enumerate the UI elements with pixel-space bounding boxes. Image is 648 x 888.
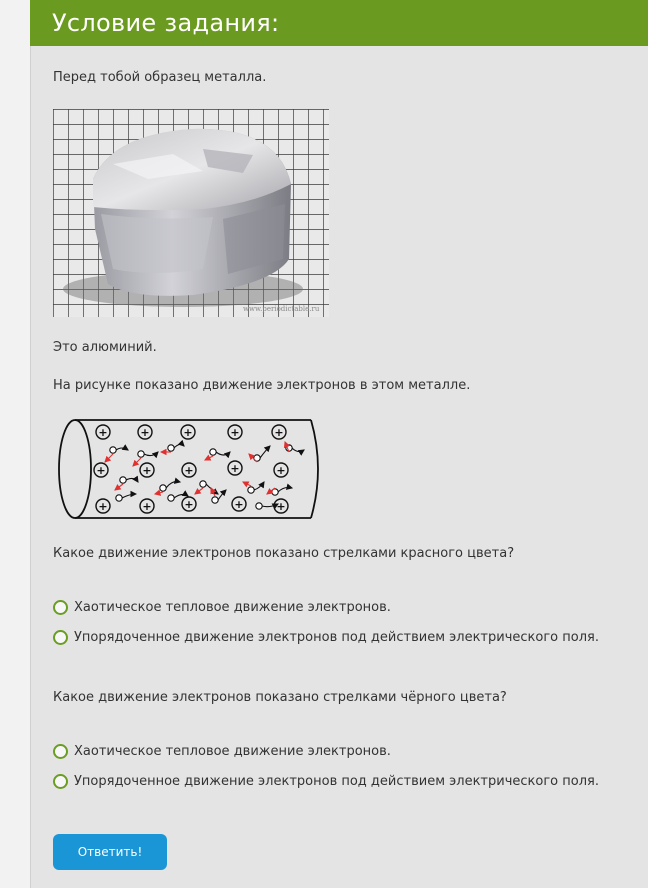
q2-option-1-label[interactable]: Хаотическое тепловое движение электронов.	[74, 743, 391, 759]
statement-text: Это алюминий.	[53, 340, 157, 355]
svg-text:+: +	[98, 426, 108, 439]
svg-text:+: +	[276, 464, 286, 477]
submit-button[interactable]: Ответить!	[53, 834, 167, 870]
metal-sample-image	[53, 109, 329, 317]
page-title: Условие задания:	[52, 9, 280, 37]
question2-text: Какое движение электронов показано стрелками чёрного цвета?	[53, 690, 507, 705]
svg-text:+: +	[142, 464, 152, 477]
svg-text:+: +	[276, 500, 286, 513]
svg-text:+: +	[140, 426, 150, 439]
svg-text:+: +	[96, 464, 106, 477]
diagram-caption: На рисунке показано движение электронов в этом металле.	[53, 378, 471, 393]
q2-option-2-radio[interactable]	[53, 774, 68, 789]
q1-option-1-radio[interactable]	[53, 600, 68, 615]
q1-option-2-label[interactable]: Упорядоченное движение электронов под действием электрического поля.	[74, 629, 599, 645]
svg-text:+: +	[183, 426, 193, 439]
q2-option-1-radio[interactable]	[53, 744, 68, 759]
task-header	[30, 0, 648, 46]
svg-text:+: +	[230, 462, 240, 475]
q1-option-2-radio[interactable]	[53, 630, 68, 645]
svg-text:+: +	[274, 426, 284, 439]
svg-text:+: +	[230, 426, 240, 439]
q1-option-1-label[interactable]: Хаотическое тепловое движение электронов.	[74, 599, 391, 615]
q2-option-1[interactable]	[53, 741, 391, 761]
q1-option-1[interactable]	[53, 597, 391, 617]
photo-watermark: www.periodictable.ru	[243, 305, 320, 313]
q2-option-2-label[interactable]: Упорядоченное движение электронов под действием электрического поля.	[74, 773, 599, 789]
q2-option-2[interactable]	[53, 771, 599, 791]
electron-motion-diagram	[53, 414, 328, 524]
svg-text:+: +	[142, 500, 152, 513]
question1-text: Какое движение электронов показано стрелками красного цвета?	[53, 546, 515, 561]
intro-text: Перед тобой образец металла.	[53, 70, 267, 85]
svg-text:+: +	[98, 500, 108, 513]
svg-text:+: +	[184, 464, 194, 477]
svg-text:+: +	[234, 498, 244, 511]
svg-text:+: +	[184, 498, 194, 511]
q1-option-2[interactable]	[53, 627, 599, 647]
